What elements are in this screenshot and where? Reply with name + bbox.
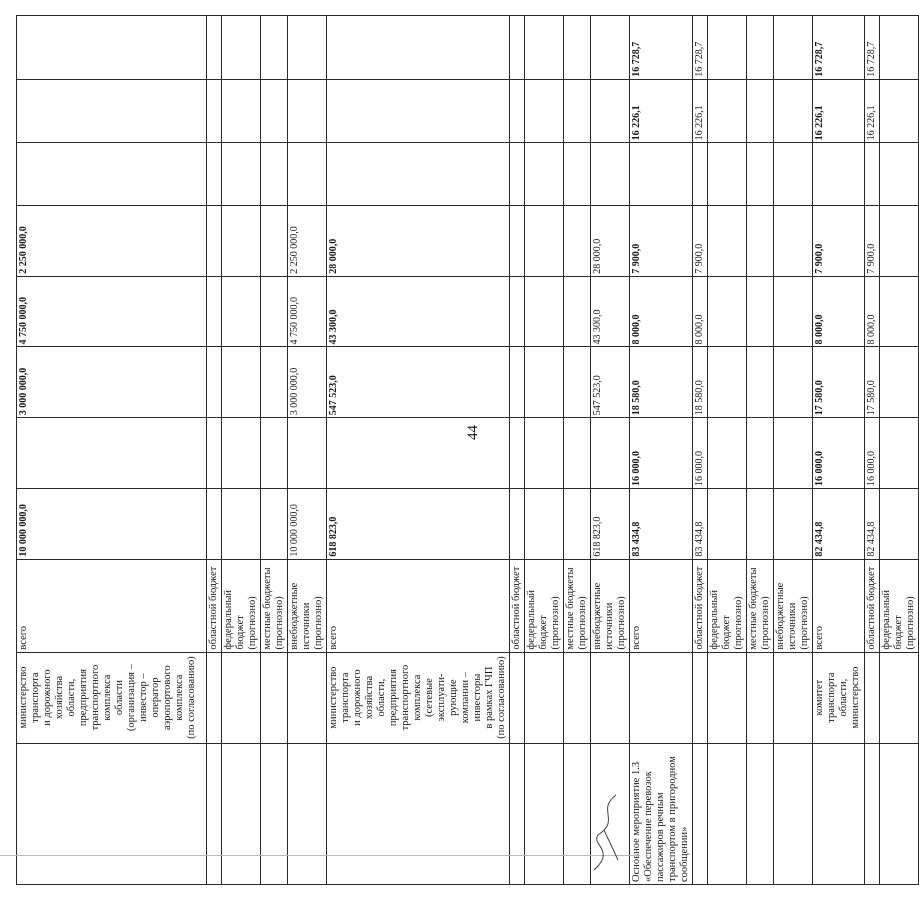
amount-cell: 16 226,1	[693, 79, 708, 143]
amount-cell	[261, 347, 288, 418]
amount-cell	[591, 16, 630, 80]
amount-cell	[564, 488, 591, 559]
amount-cell: 3 000 000,0	[17, 347, 207, 418]
amount-cell: 8 000,0	[865, 276, 880, 347]
funding-source-cell: всего	[327, 559, 510, 652]
amount-cell	[207, 206, 222, 277]
executor-cell	[207, 652, 222, 743]
amount-cell: 16 226,1	[865, 79, 880, 143]
amount-cell: 4 750 000,0	[17, 276, 207, 347]
amount-cell	[288, 16, 327, 80]
amount-cell	[774, 276, 813, 347]
table-row	[525, 16, 564, 885]
amount-cell	[564, 418, 591, 489]
measure-cell	[747, 743, 774, 884]
measure-cell	[288, 743, 327, 884]
amount-cell	[261, 276, 288, 347]
amount-cell	[708, 79, 747, 143]
amount-cell	[222, 488, 261, 559]
amount-cell	[510, 418, 525, 489]
amount-cell	[207, 488, 222, 559]
measure-cell	[880, 743, 919, 884]
amount-cell	[774, 143, 813, 206]
funding-source-cell: местные бюджеты (прогнозно)	[261, 559, 288, 652]
amount-cell: 16 000,0	[630, 418, 693, 489]
amount-cell	[288, 79, 327, 143]
measure-cell: Основное мероприятие 1.3 «Обеспечение перевозок пассажиров речным транспортом в пригородном сообщении»	[630, 743, 693, 884]
amount-cell	[564, 276, 591, 347]
amount-cell: 28 000,0	[591, 206, 630, 277]
executor-cell	[591, 652, 630, 743]
signature-mark	[586, 790, 626, 880]
amount-cell	[747, 488, 774, 559]
amount-cell: 18 580,0	[630, 347, 693, 418]
amount-cell	[510, 79, 525, 143]
amount-cell: 16 728,7	[813, 16, 865, 80]
amount-cell	[510, 206, 525, 277]
amount-cell	[708, 488, 747, 559]
table-row	[774, 16, 813, 885]
amount-cell	[222, 276, 261, 347]
amount-cell: 43 300,0	[591, 276, 630, 347]
executor-cell	[261, 652, 288, 743]
amount-cell	[327, 418, 510, 489]
page-number: 44	[465, 425, 481, 440]
amount-cell	[261, 206, 288, 277]
amount-cell	[525, 16, 564, 80]
measure-cell	[222, 743, 261, 884]
amount-cell	[525, 347, 564, 418]
amount-cell: 16 000,0	[693, 418, 708, 489]
amount-cell	[222, 347, 261, 418]
budget-table	[16, 15, 919, 885]
amount-cell: 83 434,8	[630, 488, 693, 559]
amount-cell	[510, 276, 525, 347]
amount-cell	[708, 276, 747, 347]
amount-cell	[708, 347, 747, 418]
executor-cell	[693, 652, 708, 743]
table-row	[693, 16, 708, 885]
amount-cell	[207, 16, 222, 80]
table-row	[261, 16, 288, 885]
amount-cell	[525, 276, 564, 347]
amount-cell	[564, 206, 591, 277]
executor-cell	[525, 652, 564, 743]
amount-cell: 618 823,0	[327, 488, 510, 559]
amount-cell	[880, 206, 919, 277]
funding-source-cell: внебюджетные источники (прогнозно)	[591, 559, 630, 652]
amount-cell: 83 434,8	[693, 488, 708, 559]
executor-cell	[747, 652, 774, 743]
funding-source-cell: местные бюджеты (прогнозно)	[564, 559, 591, 652]
amount-cell: 8 000,0	[813, 276, 865, 347]
measure-cell	[708, 743, 747, 884]
amount-cell	[747, 418, 774, 489]
amount-cell	[747, 143, 774, 206]
amount-cell	[261, 488, 288, 559]
amount-cell	[510, 143, 525, 206]
amount-cell	[327, 16, 510, 80]
amount-cell	[525, 206, 564, 277]
amount-cell	[813, 143, 865, 206]
amount-cell	[708, 418, 747, 489]
funding-source-cell: областной бюджет	[510, 559, 525, 652]
amount-cell: 3 000 000,0	[288, 347, 327, 418]
table-row	[813, 16, 865, 885]
amount-cell	[510, 16, 525, 80]
amount-cell	[261, 418, 288, 489]
table-row	[327, 16, 510, 885]
amount-cell: 16 226,1	[630, 79, 693, 143]
amount-cell: 7 900,0	[813, 206, 865, 277]
amount-cell	[693, 143, 708, 206]
amount-cell: 18 580,0	[693, 347, 708, 418]
amount-cell: 16 728,7	[865, 16, 880, 80]
amount-cell	[564, 143, 591, 206]
amount-cell: 8 000,0	[693, 276, 708, 347]
measure-cell	[774, 743, 813, 884]
amount-cell	[564, 16, 591, 80]
funding-source-cell: федеральный бюджет (прогнозно)	[222, 559, 261, 652]
executor-cell	[222, 652, 261, 743]
amount-cell: 28 000,0	[327, 206, 510, 277]
executor-cell	[288, 652, 327, 743]
amount-cell	[261, 143, 288, 206]
executor-cell	[774, 652, 813, 743]
amount-cell: 547 523,0	[327, 347, 510, 418]
executor-cell	[510, 652, 525, 743]
measure-cell	[525, 743, 564, 884]
amount-cell	[222, 16, 261, 80]
amount-cell	[564, 79, 591, 143]
amount-cell: 16 000,0	[865, 418, 880, 489]
amount-cell	[708, 143, 747, 206]
executor-cell: министерство транспорта и дорожного хозяйства области, предприятия транспортного комплекса (сетевые эксплуати- рующие компании – инвесторы в рамках ГЧП (по согласованию)	[327, 652, 510, 743]
amount-cell	[288, 418, 327, 489]
amount-cell: 16 000,0	[813, 418, 865, 489]
amount-cell	[207, 276, 222, 347]
amount-cell: 7 900,0	[693, 206, 708, 277]
amount-cell: 17 580,0	[813, 347, 865, 418]
funding-source-cell: федеральный бюджет (прогнозно)	[880, 559, 919, 652]
amount-cell	[591, 79, 630, 143]
amount-cell	[327, 79, 510, 143]
amount-cell	[880, 143, 919, 206]
amount-cell	[880, 16, 919, 80]
table-row	[510, 16, 525, 885]
amount-cell	[525, 79, 564, 143]
amount-cell	[774, 488, 813, 559]
amount-cell: 4 750 000,0	[288, 276, 327, 347]
measure-cell	[510, 743, 525, 884]
table-row	[222, 16, 261, 885]
measure-cell	[813, 743, 865, 884]
amount-cell	[510, 347, 525, 418]
amount-cell	[774, 206, 813, 277]
amount-cell: 618 823,0	[591, 488, 630, 559]
amount-cell	[525, 488, 564, 559]
funding-source-cell: внебюджетные источники (прогнозно)	[288, 559, 327, 652]
amount-cell	[17, 143, 207, 206]
amount-cell: 16 226,1	[813, 79, 865, 143]
amount-cell: 82 434,8	[813, 488, 865, 559]
amount-cell: 82 434,8	[865, 488, 880, 559]
amount-cell	[708, 16, 747, 80]
table-row	[747, 16, 774, 885]
amount-cell	[747, 347, 774, 418]
table-row	[207, 16, 222, 885]
table-row	[17, 16, 207, 885]
executor-cell	[564, 652, 591, 743]
measure-cell	[261, 743, 288, 884]
amount-cell	[207, 418, 222, 489]
table-row	[591, 16, 630, 885]
funding-source-cell: всего	[17, 559, 207, 652]
amount-cell: 547 523,0	[591, 347, 630, 418]
measure-cell	[865, 743, 880, 884]
funding-source-cell: всего	[630, 559, 693, 652]
executor-cell	[880, 652, 919, 743]
amount-cell	[747, 276, 774, 347]
amount-cell	[564, 347, 591, 418]
amount-cell	[865, 143, 880, 206]
amount-cell: 7 900,0	[630, 206, 693, 277]
funding-source-cell: всего	[813, 559, 865, 652]
amount-cell	[288, 143, 327, 206]
amount-cell	[17, 16, 207, 80]
amount-cell	[17, 418, 207, 489]
amount-cell: 43 300,0	[327, 276, 510, 347]
amount-cell: 17 580,0	[865, 347, 880, 418]
amount-cell	[747, 16, 774, 80]
funding-source-cell: областной бюджет	[693, 559, 708, 652]
funding-source-cell: федеральный бюджет (прогнозно)	[708, 559, 747, 652]
table-row	[880, 16, 919, 885]
amount-cell	[207, 347, 222, 418]
amount-cell	[222, 418, 261, 489]
amount-cell	[207, 79, 222, 143]
amount-cell	[261, 79, 288, 143]
amount-cell	[17, 79, 207, 143]
amount-cell: 10 000 000,0	[288, 488, 327, 559]
amount-cell	[222, 206, 261, 277]
measure-cell	[17, 743, 207, 884]
funding-source-cell: местные бюджеты (прогнозно)	[747, 559, 774, 652]
amount-cell	[525, 418, 564, 489]
budget-table-rotated	[16, 15, 916, 885]
amount-cell	[880, 276, 919, 347]
amount-cell	[510, 488, 525, 559]
amount-cell	[261, 16, 288, 80]
executor-cell: комитет транспорта области, министерство	[813, 652, 865, 743]
amount-cell	[591, 143, 630, 206]
amount-cell	[774, 418, 813, 489]
amount-cell	[880, 79, 919, 143]
amount-cell	[747, 206, 774, 277]
executor-cell	[630, 652, 693, 743]
amount-cell: 8 000,0	[630, 276, 693, 347]
amount-cell	[880, 347, 919, 418]
amount-cell	[774, 16, 813, 80]
measure-cell	[207, 743, 222, 884]
table-row	[564, 16, 591, 885]
funding-source-cell: внебюджетные источники (прогнозно)	[774, 559, 813, 652]
scan-edge-line	[0, 855, 640, 856]
table-row	[630, 16, 693, 885]
amount-cell	[880, 488, 919, 559]
amount-cell	[774, 347, 813, 418]
amount-cell	[747, 79, 774, 143]
amount-cell: 10 000 000,0	[17, 488, 207, 559]
amount-cell: 2 250 000,0	[288, 206, 327, 277]
amount-cell	[222, 143, 261, 206]
table-row	[708, 16, 747, 885]
executor-cell	[865, 652, 880, 743]
table-row	[865, 16, 880, 885]
table-body	[17, 16, 919, 885]
funding-source-cell: областной бюджет	[865, 559, 880, 652]
amount-cell	[525, 143, 564, 206]
measure-cell	[693, 743, 708, 884]
amount-cell: 2 250 000,0	[17, 206, 207, 277]
amount-cell	[880, 418, 919, 489]
amount-cell: 16 728,7	[693, 16, 708, 80]
amount-cell	[630, 143, 693, 206]
amount-cell	[207, 143, 222, 206]
amount-cell	[708, 206, 747, 277]
funding-source-cell: областной бюджет	[207, 559, 222, 652]
amount-cell: 16 728,7	[630, 16, 693, 80]
amount-cell	[222, 79, 261, 143]
funding-source-cell: федеральный бюджет (прогнозно)	[525, 559, 564, 652]
table-row	[288, 16, 327, 885]
amount-cell	[591, 418, 630, 489]
amount-cell	[327, 143, 510, 206]
amount-cell	[774, 79, 813, 143]
executor-cell: министерство транспорта и дорожного хозяйства области, предприятия транспортного комплекса области (организация – инвестор – оператор аэропортового комплекса (по согласованию)	[17, 652, 207, 743]
amount-cell: 7 900,0	[865, 206, 880, 277]
executor-cell	[708, 652, 747, 743]
measure-cell	[327, 743, 510, 884]
